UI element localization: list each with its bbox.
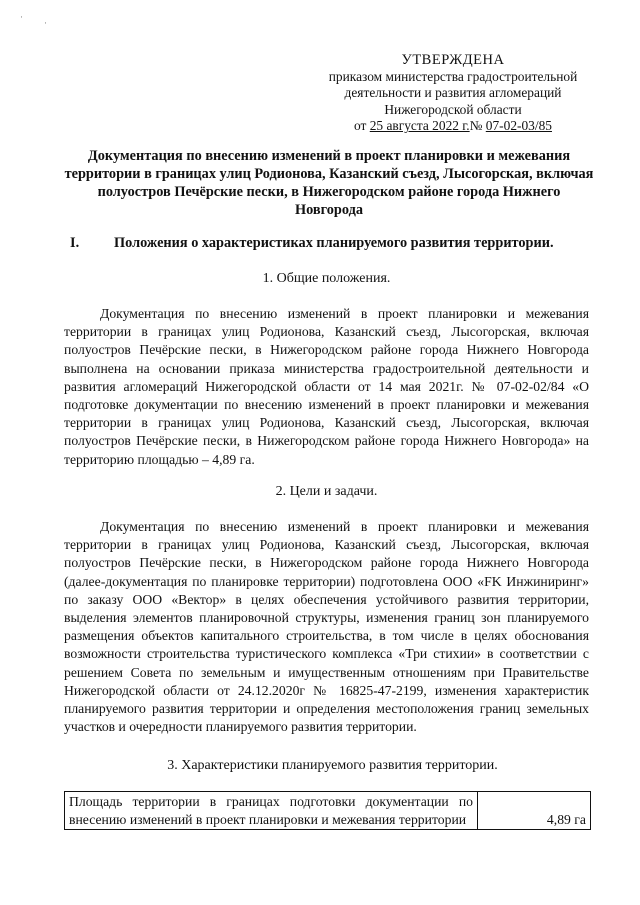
approval-date-line <box>318 118 588 135</box>
scan-mark: · <box>20 12 23 22</box>
subsection-heading: 1. Общие положения. <box>262 271 391 286</box>
approval-line: Нижегородской области <box>384 101 522 117</box>
subsection-heading: 3. Характеристики планируемого развития территории. <box>167 758 498 773</box>
subsection-paragraph: Документация по внесению изменений в проект планировки и межевания территории в границах улиц Родионова, Казанский съезд, Лысогорская, включая полуостров Печёрские пески, в Нижегородском районе города Нижнего Новгорода выполнена на основании приказа министерства градостроительной деятельности и развития агломераций Нижегородской области от 14 мая 2021г. № 07-02-02/84 «О подготовке документации по внесению изменений в проект планировки и межевания территории в границах улиц Родионова, Казанский съезд, Лысогорская, включая полуостров Печёрские пески, в Нижегородском районе города Нижнего Новгорода» на территорию площадью – 4,89 га. <box>64 306 589 467</box>
section-title: Положения о характеристиках планируемого развития территории. <box>114 235 554 251</box>
subsection-heading: 2. Цели и задачи. <box>275 484 378 499</box>
approval-number: 07-02-03/85 <box>485 118 552 133</box>
approval-date: 25 августа 2022 г. <box>369 118 470 133</box>
table-cell-label: Площадь территории в границах подготовки документации по внесению изменений в проект планировки и межевания территории <box>65 792 478 830</box>
scan-mark: · <box>44 18 47 28</box>
section-heading <box>70 234 590 252</box>
characteristics-table <box>64 791 591 830</box>
approval-line: приказом министерства градостроительной <box>328 68 578 84</box>
table-row <box>65 792 591 830</box>
document-title: Документация по внесению изменений в проект планировки и межевания территории в границах улиц Родионова, Казанский съезд, Лысогорская, включая полуостров Печёрские пески, в Нижегородском районе города Нижнего Новгорода <box>64 148 594 218</box>
approval-stamp <box>318 52 588 135</box>
approval-title: УТВЕРЖДЕНА <box>401 52 505 68</box>
section-number: I. <box>70 235 80 251</box>
date-prefix: от <box>354 118 367 133</box>
table-cell-value: 4,89 га <box>478 792 591 830</box>
approval-line: деятельности и развития агломераций <box>344 85 562 100</box>
subsection-paragraph: Документация по внесению изменений в проект планировки и межевания территории в границах улиц Родионова, Казанский съезд, Лысогорская, включая полуостров Печёрские пески, в Нижегородском районе города Нижнего Новгорода (далее-документация по планировке территории) подготовлена ООО «FK Инжиниринг» по заказу ООО «Вектор» в целях обеспечения устойчивого развития территории, выделения элементов планировочной структуры, изменения границ зон планируемого размещения объектов капитального строительства, в том числе в целях обоснования возможности строительства туристического комплекса «Три стихии» в соответствии с решением Совета по земельным и имущественным отношениям при Правительстве Нижегородской области от 24.12.2020г № 16825-47-2199, изменения характеристик планируемого развития территории и определения местоположения границ земельных участков и очередности планируемого развития территории. <box>64 519 589 735</box>
number-prefix: № <box>469 118 483 133</box>
